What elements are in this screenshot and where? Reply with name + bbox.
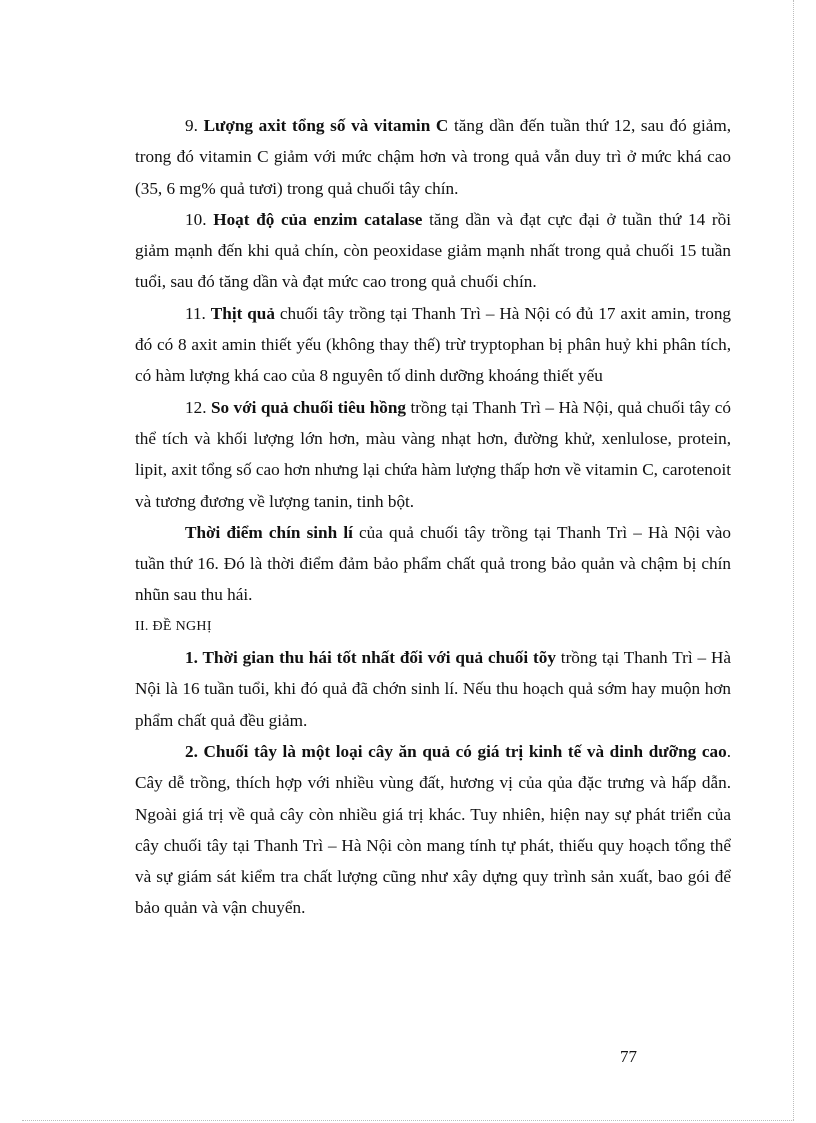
item-number: 9.: [185, 116, 198, 135]
page-border-right: [793, 0, 794, 1120]
item-bold-lead: Thịt quả: [210, 303, 275, 323]
item-bold-lead: So với quả chuối tiêu hồng: [210, 397, 407, 417]
conclusion-ripening-time: [135, 517, 731, 611]
item-number: 11.: [185, 303, 206, 323]
item-bold-lead: Lượng axit tổng số và vitamin C: [203, 116, 449, 135]
page-content: [135, 110, 731, 924]
conclusion-item-10: [135, 204, 731, 298]
item-text: của quả chuối tây trồng tại Thanh Trì – Hà Nội vào tuần thứ 16. Đó là thời điểm đảm bảo phẩm chất quả trong bảo quản và chậm bị chín nhũn sau thu hái.: [135, 522, 731, 605]
conclusion-item-11: [135, 298, 731, 392]
item-bold-lead: 1. Thời gian thu hái tốt nhất đối với quả chuối tõy: [185, 648, 556, 668]
section-heading: II. ĐỀ NGHỊ: [135, 618, 212, 634]
recommendation-2: [135, 736, 731, 924]
conclusion-item-9: [135, 110, 731, 204]
item-text: tăng dần đến tuần thứ 12, sau đó giảm, trong đó vitamin C giảm với mức chậm hơn và trong quả vẫn duy trì ở mức khá cao (35, 6 mg% quả tươi) trong quả chuối tây chín.: [135, 116, 732, 198]
conclusion-item-12: [135, 392, 731, 517]
page-border-bottom: [22, 1120, 794, 1121]
item-bold-lead: Hoạt độ của enzim catalase: [213, 209, 423, 229]
item-text: . Cây dễ trồng, thích hợp với nhiều vùng đất, hương vị của qủa đặc trưng và hấp dẫn. Ngoài giá trị về quả cây còn nhiều giá trị khác. Tuy nhiên, hiện nay sự phát triển của cây chuối tây tại Thanh Trì – Hà Nội còn mang tính tự phát, thiếu quy hoạch tổng thể và sự giám sát kiểm tra chất lượng cũng như xây dựng quy trình sản xuất, bao gói để bảo quản và vận chuyển.: [135, 741, 731, 918]
item-bold-lead: 2. Chuối tây là một loại cây ăn quả có giá trị kinh tế và dinh dưỡng cao: [185, 741, 727, 761]
item-text: trồng tại Thanh Trì – Hà Nội là 16 tuần tuổi, khi đó quả đã chớn sinh lí. Nếu thu hoạch quả sớm hay muộn hơn phẩm chất quả đều giảm.: [135, 648, 731, 730]
page-number: 77: [620, 1047, 637, 1066]
item-text: trồng tại Thanh Trì – Hà Nội, quả chuối tây có thể tích và khối lượng lớn hơn, màu vàng nhạt hơn, đường khử, xenlulose, protein, lipit, axit tổng số cao hơn nhưng lại chứa hàm lượng thấp hơn về vitamin C, carotenoit và tương đương về lượng tanin, tinh bột.: [135, 397, 732, 511]
item-text: chuối tây trồng tại Thanh Trì – Hà Nội có đủ 17 axit amin, trong đó có 8 axit amin thiết yếu (không thay thế) trừ tryptophan bị phân huỷ khi phân tích, có hàm lượng khá cao của 8 nguyên tố dinh dưỡng khoáng thiết yếu: [135, 303, 732, 386]
item-number: 10.: [185, 209, 207, 229]
item-bold-lead: Thời điểm chín sinh lí: [185, 522, 353, 542]
recommendation-1: [135, 642, 731, 736]
item-text: tăng dần và đạt cực đại ở tuần thứ 14 rồi giảm mạnh đến khi quả chín, còn peoxidase giảm mạnh nhất trong quả chuối 15 tuần tuổi, sau đó tăng dần và đạt mức cao trong quả chuối chín.: [135, 209, 732, 292]
item-number: 12.: [185, 397, 207, 417]
